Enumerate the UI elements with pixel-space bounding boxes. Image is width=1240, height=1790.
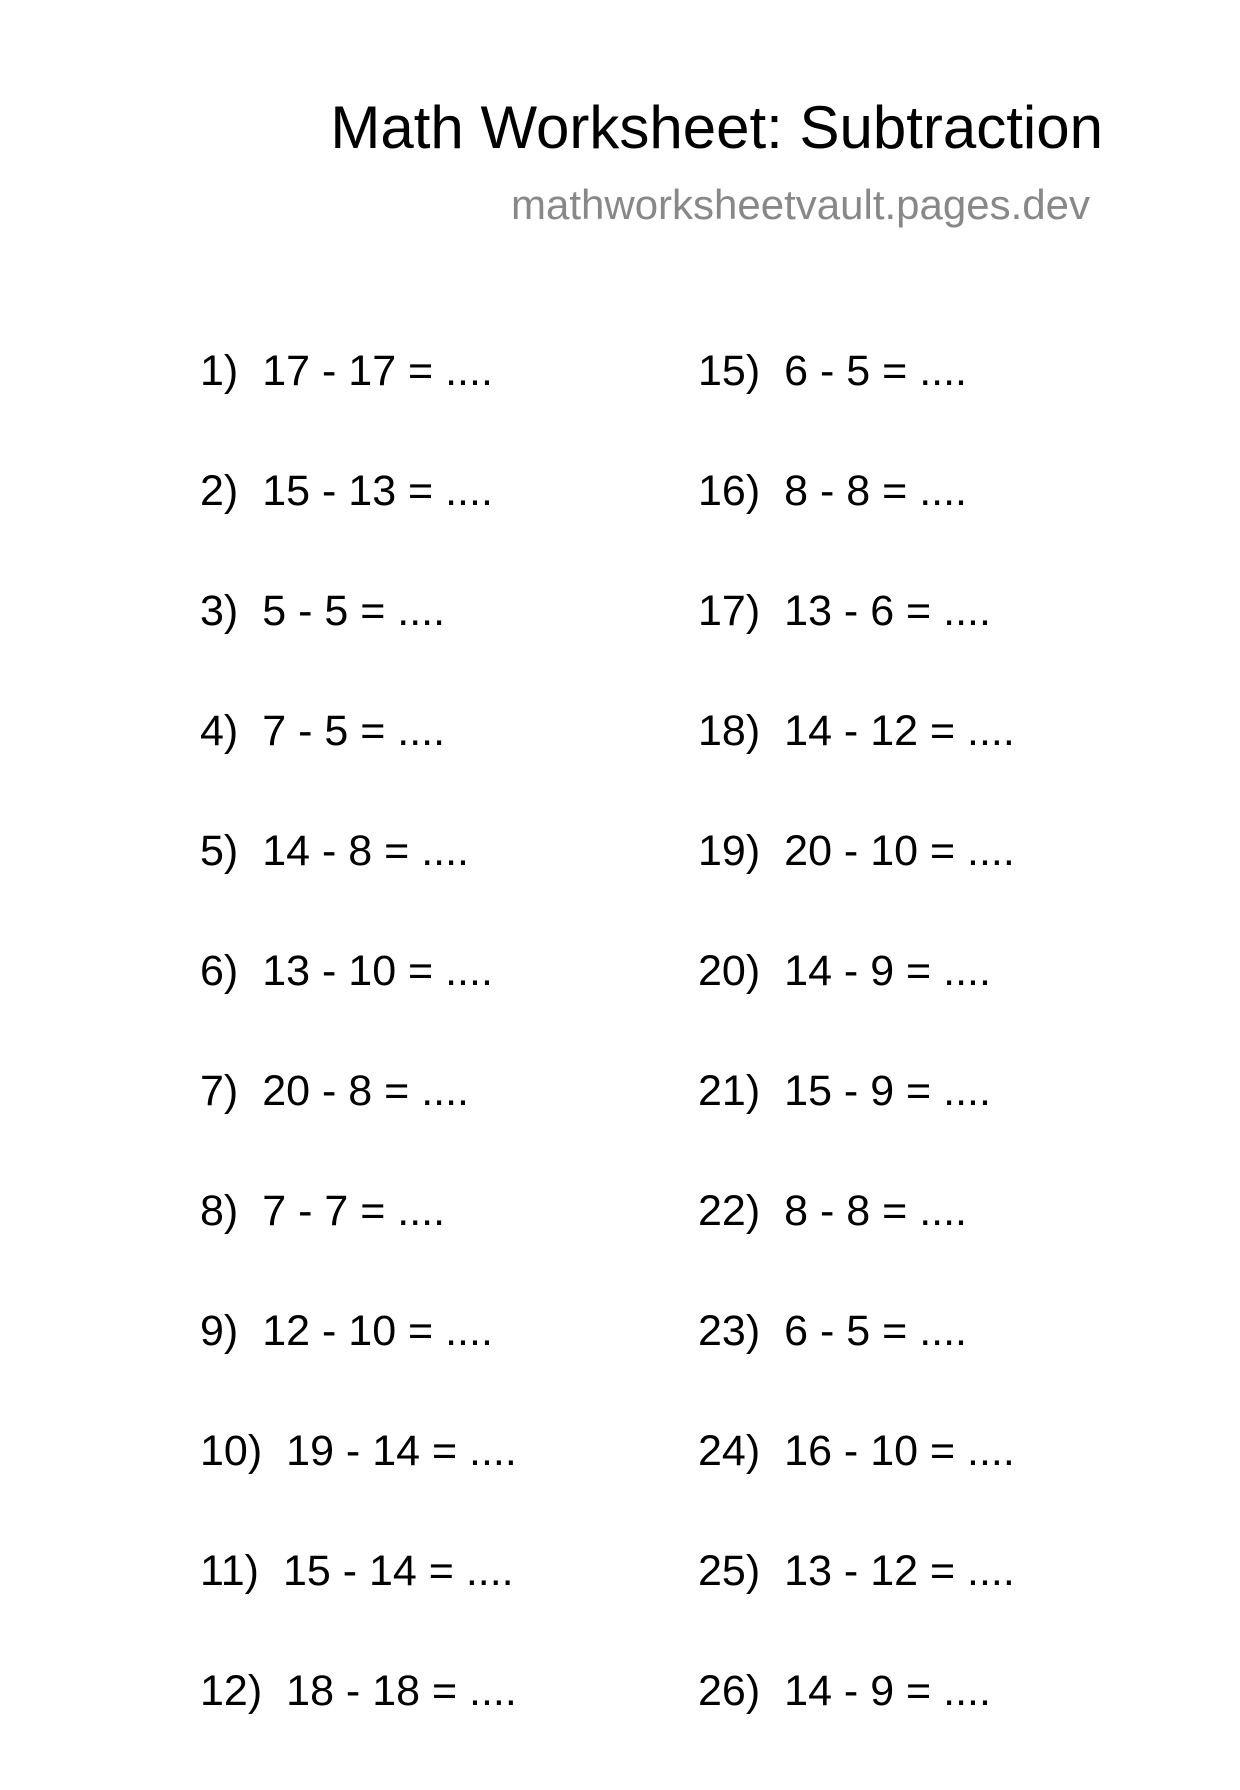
problem-expression: 15 - 9 = ....: [784, 1067, 991, 1115]
problem-expression: 14 - 12 = ....: [784, 707, 1015, 755]
problem-number: 19): [698, 827, 761, 875]
problem-item: [200, 1307, 517, 1430]
problem-number: 10): [200, 1427, 263, 1475]
problem-item: [200, 347, 517, 470]
problem-expression: 8 - 8 = ....: [784, 467, 967, 515]
problem-expression: 18 - 18 = ....: [286, 1667, 517, 1715]
problem-item: [200, 587, 517, 710]
problem-expression: 17 - 17 = ....: [262, 347, 493, 395]
problem-number: 25): [698, 1547, 761, 1595]
problem-number: 16): [698, 467, 761, 515]
problem-number: 2): [200, 467, 239, 515]
problem-column-left: [200, 347, 517, 1790]
problem-number: 21): [698, 1067, 761, 1115]
problem-item: [698, 1667, 1015, 1790]
problem-item: [698, 467, 1015, 590]
problem-expression: 15 - 14 = ....: [282, 1547, 514, 1595]
problem-number: 20): [698, 947, 761, 995]
problem-item: [698, 1427, 1015, 1550]
problem-item: [698, 1307, 1015, 1430]
problem-column-right: [698, 347, 1015, 1790]
problem-expression: 6 - 5 = ....: [784, 347, 967, 395]
problem-item: [200, 707, 517, 830]
problem-number: 12): [200, 1667, 263, 1715]
problem-expression: 7 - 7 = ....: [262, 1187, 446, 1235]
problem-number: 17): [698, 587, 761, 635]
problem-item: [698, 947, 1015, 1070]
problem-item: [200, 1427, 517, 1550]
problem-number: 1): [200, 347, 239, 395]
problem-number: 24): [698, 1427, 761, 1475]
problem-item: [698, 1547, 1015, 1670]
problem-expression: 13 - 12 = ....: [784, 1547, 1015, 1595]
problem-number: 26): [698, 1667, 761, 1715]
problem-item: [200, 1187, 517, 1310]
problem-expression: 7 - 5 = ....: [262, 707, 446, 755]
problem-item: [698, 347, 1015, 470]
problem-item: [698, 587, 1015, 710]
problem-number: 7): [200, 1067, 239, 1115]
problem-expression: 13 - 10 = ....: [262, 947, 493, 995]
problem-number: 5): [200, 827, 239, 875]
problem-number: 4): [200, 707, 239, 755]
problem-number: 11): [200, 1547, 259, 1595]
problem-expression: 12 - 10 = ....: [262, 1307, 493, 1355]
problem-expression: 15 - 13 = ....: [262, 467, 493, 515]
problem-expression: 14 - 9 = ....: [784, 1667, 991, 1715]
problem-item: [200, 827, 517, 950]
problem-expression: 14 - 9 = ....: [784, 947, 991, 995]
problem-expression: 8 - 8 = ....: [784, 1187, 967, 1235]
problem-item: [698, 1067, 1015, 1190]
page-title: Math Worksheet: Subtraction: [330, 94, 1103, 161]
problem-expression: 14 - 8 = ....: [262, 827, 469, 875]
problem-number: 22): [698, 1187, 761, 1235]
problem-number: 18): [698, 707, 761, 755]
problem-expression: 19 - 14 = ....: [286, 1427, 517, 1475]
problem-item: [200, 467, 517, 590]
problem-expression: 13 - 6 = ....: [784, 587, 991, 635]
problem-expression: 5 - 5 = ....: [262, 587, 446, 635]
problem-number: 9): [200, 1307, 239, 1355]
problem-item: [200, 1667, 517, 1790]
problem-number: 3): [200, 587, 239, 635]
problem-expression: 20 - 8 = ....: [262, 1067, 469, 1115]
problem-item: [698, 707, 1015, 830]
problem-item: [698, 1187, 1015, 1310]
problem-expression: 20 - 10 = ....: [784, 827, 1015, 875]
problem-number: 15): [698, 347, 761, 395]
problem-number: 6): [200, 947, 239, 995]
problem-expression: 16 - 10 = ....: [784, 1427, 1015, 1475]
problem-number: 8): [200, 1187, 239, 1235]
problem-item: [200, 1547, 517, 1670]
problem-expression: 6 - 5 = ....: [784, 1307, 967, 1355]
problem-item: [200, 1067, 517, 1190]
problem-item: [698, 827, 1015, 950]
page-subtitle: mathworksheetvault.pages.dev: [511, 181, 1090, 228]
problem-number: 23): [698, 1307, 761, 1355]
problem-item: [200, 947, 517, 1070]
